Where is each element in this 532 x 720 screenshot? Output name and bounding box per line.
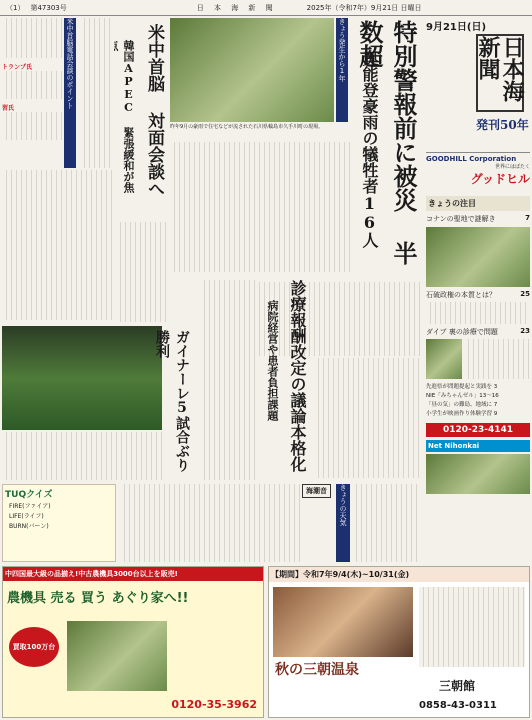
- focus-1-label: コナンの聖地で謎解き: [426, 215, 496, 223]
- onsen-banner: 【期間】令和7年9/4(木)~10/31(金): [269, 567, 529, 582]
- medical-headline: 診療報酬改定の議論本格化: [288, 280, 307, 472]
- index-item[interactable]: 先進県が問題提起と実践を 3: [426, 384, 498, 390]
- net-nihonkai-label[interactable]: Net Nihonkai: [426, 440, 530, 452]
- rain-caption: 昨年9月の豪雨で住宅などが流された石川県輪島市久手川町の現場。: [170, 124, 324, 130]
- rain-sub: 奥能登豪雨の犠牲者16人: [360, 50, 379, 248]
- focus-item-3[interactable]: [426, 327, 530, 337]
- date-line: 2025年（令和7年）9月21日 日曜日: [306, 3, 422, 12]
- medical-body-2: [200, 280, 256, 480]
- column-title: 海潮音: [302, 484, 331, 498]
- index-item[interactable]: 「昼の気」の難島、地域に 7: [426, 402, 498, 408]
- focus-photo-3: [426, 339, 462, 379]
- rain-body: [170, 142, 350, 272]
- shop-badge: 買取100万台: [9, 627, 59, 667]
- sidebar-item-xi: 習氏: [2, 105, 15, 112]
- index-list: [426, 383, 530, 419]
- sidebar-intro-text: [2, 18, 62, 58]
- us-china-sub: 韓国APEC 緊張緩和が焦: [122, 40, 135, 193]
- sidebar-title: 米中首脳電話会談のポイント: [64, 18, 76, 168]
- index-item[interactable]: NIE「みちゃんゼル」13〜16: [426, 393, 499, 399]
- sidebar-text-trump: [2, 71, 62, 99]
- us-china-body: [2, 170, 114, 320]
- onsen-ad[interactable]: [268, 566, 530, 718]
- us-china-headline: 米中首脳 対面会談へ: [144, 24, 164, 197]
- focus-item-1[interactable]: [426, 214, 530, 224]
- goodhill-top: GOODHILL Corporation: [426, 155, 517, 163]
- medical-sub: 病院経営や患者負担課題: [266, 300, 279, 421]
- onsen-photo: [273, 587, 413, 657]
- sidebar-item-trump: トランプ氏: [2, 64, 33, 71]
- shop-ad[interactable]: [2, 566, 264, 718]
- tuq-option[interactable]: BURN(バーン): [9, 523, 49, 530]
- medical-body: [314, 358, 420, 478]
- focus-2-label: 石破政権の本質とは？: [426, 291, 496, 299]
- gainare-headline: ガイナーレ5試合ぶり勝利: [154, 330, 190, 472]
- paper-name-top: 日 本 海 新 聞: [196, 3, 277, 12]
- goodhill-name: グッドヒル: [470, 172, 530, 186]
- issue-number: 第47303号: [30, 3, 67, 12]
- focus-photo-1: [426, 227, 530, 287]
- shop-photo: [67, 621, 167, 691]
- masthead: [426, 18, 530, 152]
- gainare-photo: [2, 326, 162, 430]
- page-number: （1）: [6, 3, 25, 12]
- focus-3-label: ダイブ 裏の診療で問題: [426, 328, 498, 336]
- logo: 日本海新聞: [476, 34, 524, 112]
- weather-body: [352, 484, 420, 562]
- tuq-title: TUQクイズ: [5, 490, 53, 500]
- us-china-body-2: [80, 18, 114, 168]
- focus-1-page: 7: [525, 214, 530, 222]
- focus-text-3: [464, 339, 530, 379]
- tuq-option[interactable]: FIRE(ファイア): [9, 503, 51, 510]
- onsen-price-table: [419, 587, 525, 667]
- tuq-quiz-ad[interactable]: [2, 484, 116, 562]
- net-photo: [426, 454, 530, 494]
- publisher-info: [426, 32, 472, 92]
- gainare-body-2: [116, 222, 166, 322]
- onsen-brand: 三朝館: [439, 679, 476, 693]
- sidebar-text-xi: [2, 112, 62, 140]
- onsen-phone[interactable]: 0858-43-0311: [419, 700, 497, 711]
- shop-phone[interactable]: 0120-35-3962: [171, 698, 257, 711]
- rain-photo: [170, 18, 334, 122]
- phone-number[interactable]: 0120-23-4141: [426, 423, 530, 437]
- shop-banner: 中四国最大級の品揃え!中古農機具3000台以上を販売!: [3, 567, 263, 581]
- gainare-body: [2, 432, 162, 480]
- onsen-title: 秋の三朝温泉: [275, 662, 359, 678]
- focus-3-page: 23: [520, 327, 530, 335]
- tuq-option[interactable]: LIFE(ライフ): [9, 513, 44, 520]
- column-body: [120, 484, 300, 562]
- top-bar: [0, 0, 532, 16]
- goodhill-ad[interactable]: [426, 152, 530, 192]
- shop-main: 農機具 売る 買う あぐり家へ!!: [7, 591, 189, 606]
- rain-body-2: [230, 282, 420, 356]
- date-box: 9月21日(日): [426, 22, 487, 33]
- focus-text-2: [426, 302, 530, 324]
- today-focus-panel: [426, 196, 530, 526]
- anniversary-badge: 発刊50年: [476, 118, 529, 132]
- rain-headline: 特別警報前に被災 半数超: [355, 20, 418, 265]
- index-item[interactable]: 小学生が映画作り体験学習 9: [426, 411, 498, 417]
- goodhill-sub: 世界にはばたく: [494, 164, 530, 170]
- sidebar-index: [2, 18, 62, 168]
- focus-2-page: 25: [520, 290, 530, 298]
- weather-title: きょうの天気: [336, 484, 350, 562]
- tuq-options: [3, 502, 115, 532]
- rain-kicker: きょう発生から1年: [336, 18, 348, 122]
- today-focus-title: きょうの注目: [426, 196, 530, 211]
- focus-item-2[interactable]: [426, 290, 530, 300]
